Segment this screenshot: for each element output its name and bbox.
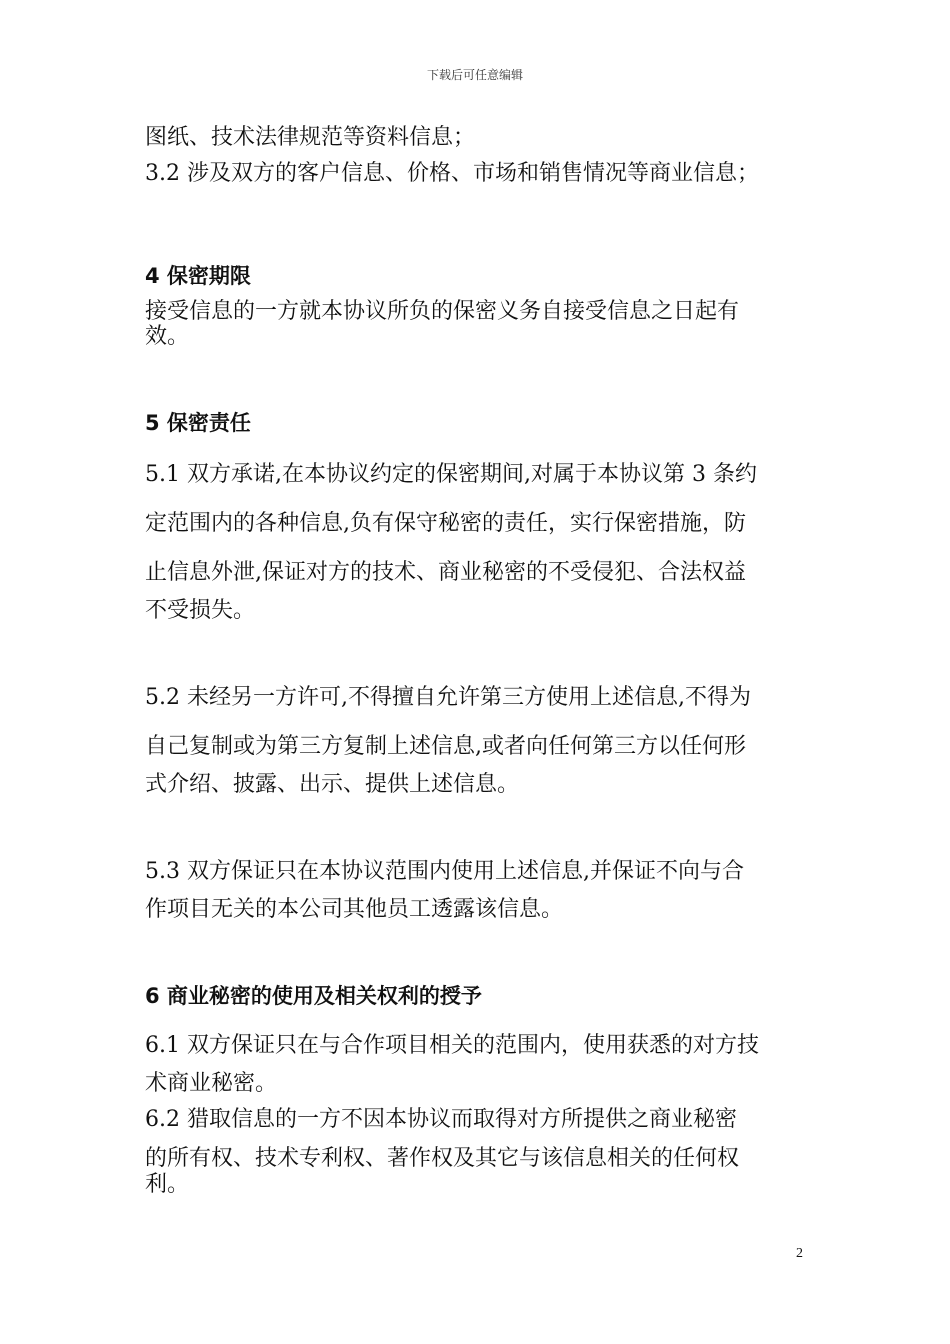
section-heading-4: 4 保密期限 (145, 264, 251, 288)
header-note: 下载后可任意编辑 (426, 68, 523, 82)
text-line: 5.2 未经另一方许可,不得擅自允许第三方使用上述信息,不得为 (145, 685, 751, 710)
page-number: 2 (796, 1246, 803, 1261)
text-line: 效。 (145, 324, 190, 349)
text-line: 的所有权、技术专利权、著作权及其它与该信息相关的任何权 (145, 1146, 740, 1171)
text-line: 6.2 猎取信息的一方不因本协议而取得对方所提供之商业秘密 (145, 1107, 737, 1132)
text-line: 术商业秘密。 (145, 1071, 278, 1096)
text-line: 止信息外泄,保证对方的技术、商业秘密的不受侵犯、合法权益 (145, 560, 746, 585)
text-line: 作项目无关的本公司其他员工透露该信息。 (145, 897, 564, 922)
text-line: 式介绍、披露、出示、提供上述信息。 (145, 772, 520, 797)
text-line: 不受损失。 (145, 598, 256, 623)
text-line: 自己复制或为第三方复制上述信息,或者向任何第三方以任何形 (145, 734, 746, 759)
text-line: 6.1 双方保证只在与合作项目相关的范围内，使用获悉的对方技 (145, 1033, 759, 1058)
text-line: 接受信息的一方就本协议所负的保密义务自接受信息之日起有 (145, 299, 740, 324)
text-line: 5.3 双方保证只在本协议范围内使用上述信息,并保证不向与合 (145, 859, 744, 884)
section-heading-6: 6 商业秘密的使用及相关权利的授予 (145, 984, 482, 1008)
text-line: 图纸、技术法律规范等资料信息； (145, 125, 476, 150)
text-line: 3.2 涉及双方的客户信息、价格、市场和销售情况等商业信息； (145, 161, 759, 186)
text-line: 5.1 双方承诺,在本协议约定的保密期间,对属于本协议第 3 条约 (145, 462, 757, 487)
text-line: 利。 (145, 1172, 190, 1197)
text-line: 定范围内的各种信息,负有保守秘密的责任，实行保密措施，防 (145, 511, 746, 536)
section-heading-5: 5 保密责任 (145, 411, 251, 435)
